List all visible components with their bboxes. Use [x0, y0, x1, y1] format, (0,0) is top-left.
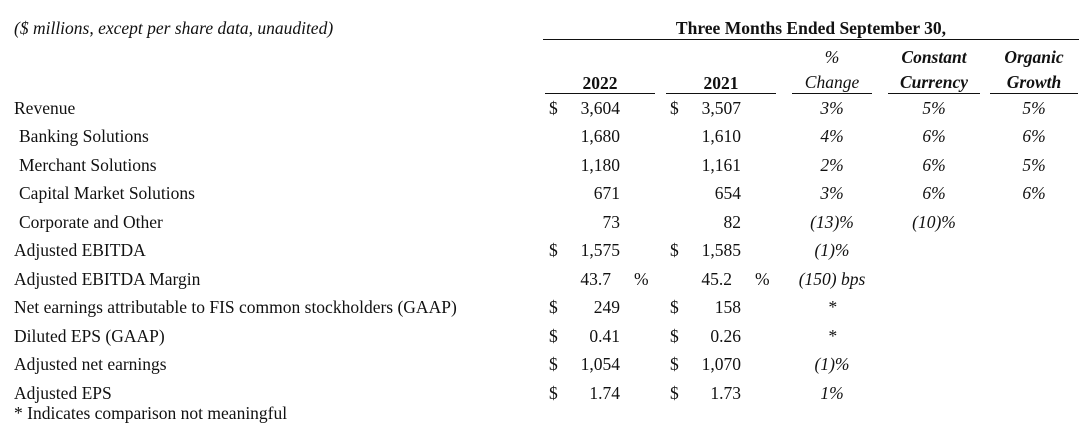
row-label: Corporate and Other	[19, 212, 163, 232]
og-underline	[990, 93, 1078, 94]
units-note: ($ millions, except per share data, unaudited)	[14, 18, 334, 38]
pct-change: (150) bps	[798, 269, 866, 289]
cc-header-1: Constant	[901, 47, 967, 67]
pct-change: 3%	[820, 98, 844, 118]
value-2022: 1,180	[580, 155, 620, 175]
dollar-2022: $	[549, 240, 558, 260]
value-2022: 1.74	[589, 383, 620, 403]
percent-2021: %	[755, 269, 770, 289]
value-2021: 1,585	[701, 240, 741, 260]
value-2021: 1,610	[701, 126, 741, 146]
period-underline	[543, 39, 1079, 40]
row-label: Adjusted net earnings	[14, 354, 167, 374]
dollar-2021: $	[670, 98, 679, 118]
row-label: Adjusted EBITDA Margin	[14, 269, 201, 289]
organic-growth: 5%	[1022, 155, 1046, 175]
pct-change-header-2: Change	[804, 72, 860, 92]
pct-change: 4%	[820, 126, 844, 146]
organic-growth: 5%	[1022, 98, 1046, 118]
value-2021: 0.26	[710, 326, 741, 346]
organic-growth: 6%	[1022, 183, 1046, 203]
value-2021: 3,507	[701, 98, 741, 118]
col-header-2022: 2022	[582, 73, 618, 93]
row-label: Adjusted EPS	[14, 383, 112, 403]
row-label: Adjusted EBITDA	[14, 240, 146, 260]
value-2022: 249	[593, 297, 620, 317]
pct-change: *	[827, 297, 837, 317]
dollar-2021: $	[670, 383, 679, 403]
col-2021-underline	[666, 93, 776, 94]
pct-change: (1)%	[814, 240, 850, 260]
cc-underline	[888, 93, 980, 94]
constant-currency: (10)%	[912, 212, 956, 232]
dollar-2021: $	[670, 354, 679, 374]
value-2022: 671	[593, 183, 620, 203]
value-2022: 0.41	[589, 326, 620, 346]
pct-change: *	[827, 326, 837, 346]
pct-change: (1)%	[814, 354, 850, 374]
dollar-2021: $	[670, 326, 679, 346]
organic-growth: 6%	[1022, 126, 1046, 146]
dollar-2022: $	[549, 98, 558, 118]
constant-currency: 6%	[922, 155, 946, 175]
footnote: * Indicates comparison not meaningful	[14, 403, 288, 423]
value-2021: 82	[723, 212, 741, 232]
dollar-2022: $	[549, 326, 558, 346]
pct-change-underline	[792, 93, 872, 94]
pct-change: (13)%	[810, 212, 854, 232]
dollar-2021: $	[670, 240, 679, 260]
value-2021: 654	[714, 183, 741, 203]
pct-change: 1%	[820, 383, 844, 403]
value-2022: 73	[602, 212, 620, 232]
row-label: Banking Solutions	[19, 126, 149, 146]
row-label: Net earnings attributable to FIS common stockholders (GAAP)	[14, 297, 457, 317]
value-2021: 1.73	[710, 383, 741, 403]
col-header-2021: 2021	[703, 73, 739, 93]
value-2022: 1,575	[580, 240, 620, 260]
row-label: Revenue	[14, 98, 76, 118]
pct-change: 3%	[820, 183, 844, 203]
value-2021: 1,070	[701, 354, 741, 374]
percent-2022: %	[634, 269, 649, 289]
value-2021: 1,161	[701, 155, 741, 175]
pct-change: 2%	[820, 155, 844, 175]
period-header: Three Months Ended September 30,	[675, 18, 947, 38]
constant-currency: 6%	[922, 126, 946, 146]
og-header-1: Organic	[1004, 47, 1064, 67]
dollar-2022: $	[549, 383, 558, 403]
constant-currency: 6%	[922, 183, 946, 203]
value-2022: 1,680	[580, 126, 620, 146]
cc-header-2: Currency	[899, 72, 969, 92]
value-2021: 45.2	[701, 269, 732, 289]
pct-change-header-1: %	[824, 47, 840, 67]
dollar-2022: $	[549, 297, 558, 317]
row-label: Diluted EPS (GAAP)	[14, 326, 165, 346]
row-label: Capital Market Solutions	[19, 183, 195, 203]
value-2021: 158	[714, 297, 741, 317]
og-header-2: Growth	[1006, 72, 1062, 92]
value-2022: 1,054	[580, 354, 620, 374]
col-2022-underline	[545, 93, 655, 94]
row-label: Merchant Solutions	[19, 155, 157, 175]
value-2022: 43.7	[580, 269, 611, 289]
dollar-2021: $	[670, 297, 679, 317]
dollar-2022: $	[549, 354, 558, 374]
value-2022: 3,604	[580, 98, 620, 118]
constant-currency: 5%	[922, 98, 946, 118]
